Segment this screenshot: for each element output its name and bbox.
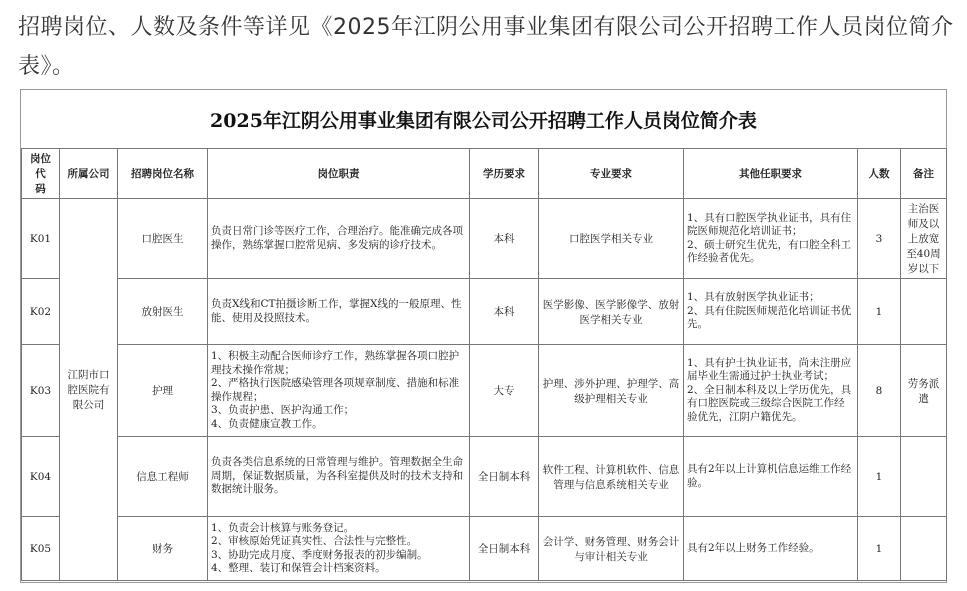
- cell-duties: 1、负责会计核算与账务登记。 2、审核原始凭证真实性、合法性与完整性。 3、协助完成月度、季度财务报表的初步编制。 4、整理、装订和保管会计档案资料。: [208, 517, 470, 581]
- cell-position: 放射医生: [118, 279, 208, 345]
- table-header-row: [22, 149, 947, 199]
- header-count: 人数: [858, 149, 901, 199]
- header-duties: 岗位职责: [208, 149, 470, 199]
- cell-position: 护理: [118, 345, 208, 437]
- cell-count: 1: [858, 437, 901, 517]
- cell-remark: [901, 279, 947, 345]
- cell-other: 1、具有护士执业证书，尚未注册应届毕业生需通过护士执业考试； 2、全日制本科及以上学历优先，具有口腔医院或三级综合医院工作经验优先，江阴户籍优先。: [684, 345, 858, 437]
- cell-remark: [901, 437, 947, 517]
- cell-count: 3: [858, 199, 901, 279]
- cell-major: 护理、涉外护理、护理学、高级护理相关专业: [539, 345, 684, 437]
- cell-count: 1: [858, 279, 901, 345]
- header-code: 岗位代 码: [22, 149, 60, 199]
- intro-paragraph: 招聘岗位、人数及条件等详见《2025年江阴公用事业集团有限公司公开招聘工作人员岗位简介表》。: [18, 15, 954, 79]
- cell-remark: [901, 517, 947, 581]
- cell-other: 1、具有口腔医学执业证书，具有住院医师规范化培训证书； 2、硕士研究生优先，有口腔全科工作经验者优先。: [684, 199, 858, 279]
- table-row: [22, 279, 947, 345]
- cell-code: K01: [22, 199, 60, 279]
- cell-position: 财务: [118, 517, 208, 581]
- cell-position: 口腔医生: [118, 199, 208, 279]
- cell-other: 1、具有放射医学执业证书； 2、具有住院医师规范化培训证书优先。: [684, 279, 858, 345]
- cell-code: K04: [22, 437, 60, 517]
- cell-remark: 主治医师及以上放宽至40周岁以下: [901, 199, 947, 279]
- job-table-document: [20, 89, 947, 583]
- cell-other: 具有2年以上计算机信息运维工作经验。: [684, 437, 858, 517]
- header-other: 其他任职要求: [684, 149, 858, 199]
- job-table: [21, 148, 947, 581]
- cell-remark: 劳务派遣: [901, 345, 947, 437]
- header-education: 学历要求: [470, 149, 539, 199]
- cell-duties: 负责日常门诊等医疗工作，合理治疗。能准确完成各项操作，熟练掌握口腔常见病、多发病的诊疗技术。: [208, 199, 470, 279]
- cell-education: 本科: [470, 279, 539, 345]
- table-row: [22, 517, 947, 581]
- cell-major: 医学影像、医学影像学、放射医学相关专业: [539, 279, 684, 345]
- cell-position: 信息工程师: [118, 437, 208, 517]
- cell-duties: 负责X线和CT拍摄诊断工作，掌握X线的一般原理、性能、使用及投照技术。: [208, 279, 470, 345]
- document-title: 2025年江阴公用事业集团有限公司公开招聘工作人员岗位简介表: [210, 109, 757, 132]
- table-row: [22, 437, 947, 517]
- cell-major: 口腔医学相关专业: [539, 199, 684, 279]
- cell-count: 1: [858, 517, 901, 581]
- table-row: [22, 199, 947, 279]
- cell-education: 大专: [470, 345, 539, 437]
- cell-major: 软件工程、计算机软件、信息管理与信息系统相关专业: [539, 437, 684, 517]
- cell-code: K05: [22, 517, 60, 581]
- cell-education: 本科: [470, 199, 539, 279]
- table-row: [22, 345, 947, 437]
- header-major: 专业要求: [539, 149, 684, 199]
- cell-company: 江阴市口 腔医院有 限公司: [60, 199, 118, 581]
- cell-duties: 负责各类信息系统的日常管理与维护。管理数据全生命周期，保证数据质量，为各科室提供及时的技术支持和数据统计服务。: [208, 437, 470, 517]
- cell-other: 具有2年以上财务工作经验。: [684, 517, 858, 581]
- cell-count: 8: [858, 345, 901, 437]
- header-remark: 备注: [901, 149, 947, 199]
- cell-major: 会计学、财务管理、财务会计与审计相关专业: [539, 517, 684, 581]
- cell-education: 全日制本科: [470, 517, 539, 581]
- cell-code: K03: [22, 345, 60, 437]
- header-company: 所属公司: [60, 149, 118, 199]
- cell-education: 全日制本科: [470, 437, 539, 517]
- header-position: 招聘岗位名称: [118, 149, 208, 199]
- cell-code: K02: [22, 279, 60, 345]
- cell-duties: 1、积极主动配合医师诊疗工作，熟练掌握各项口腔护理技术操作常规； 2、严格执行医院感染管理各项规章制度、措施和标准操作规程； 3、负责护患、医护沟通工作； 4、负责健康宣教工作。: [208, 345, 470, 437]
